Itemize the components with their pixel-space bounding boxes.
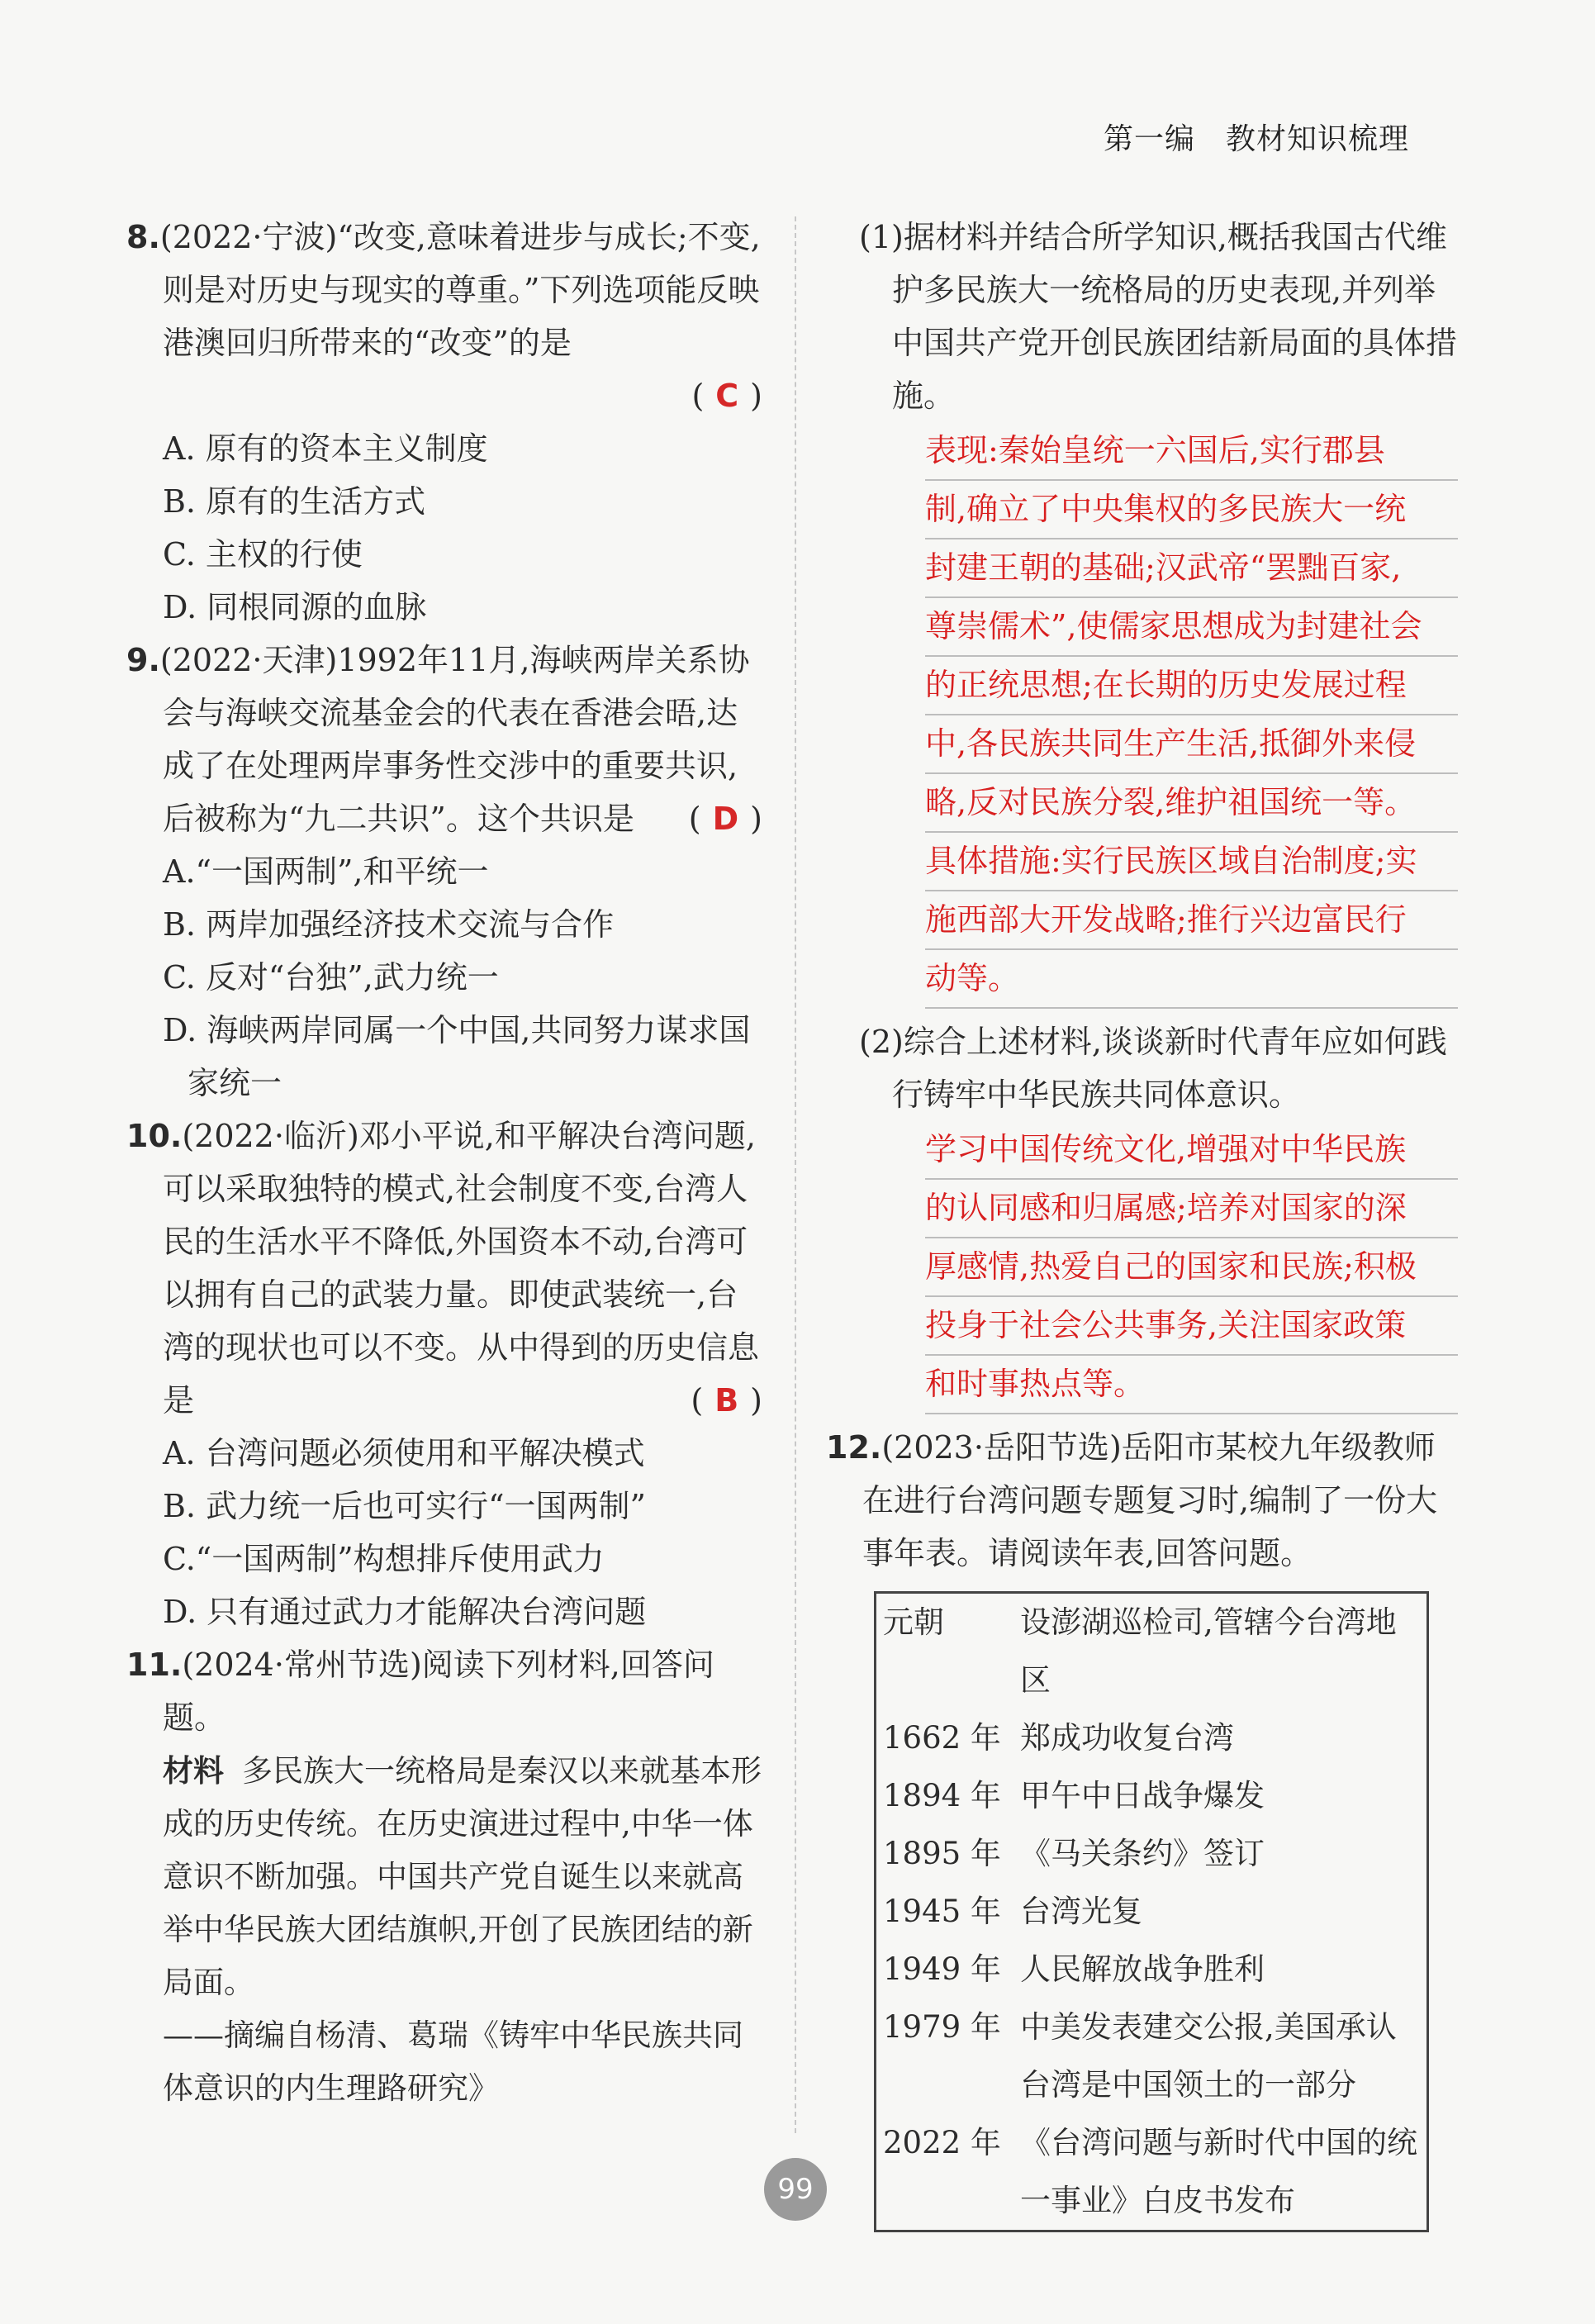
question-text: (2022·临沂)邓小平说,和平解决台湾问题,可以采取独特的模式,社会制度不变,台湾人民的生活水平不降低,外国资本不动,台湾可以拥有自己的武装力量。即使武装统一,台湾的现状也可以不变。从中得到的历史信息是 — [163, 1118, 760, 1419]
question-text: (2022·天津)1992年11月,海峡两岸关系协会与海峡交流基金会的代表在香港会晤,达成了在处理两岸事务性交涉中的重要共识,后被称为“九二共识”。这个共识是 — [159, 642, 750, 837]
table-row — [876, 1883, 1428, 1941]
event-cell: 设澎湖巡检司,管辖今台湾地区 — [1020, 1604, 1397, 1698]
option-a: A. 原有的资本主义制度 — [163, 430, 488, 467]
option-d: D. 只有通过武力才能解决台湾问题 — [163, 1594, 647, 1630]
answer-choice: C — [715, 378, 739, 414]
year-cell: 元朝 — [883, 1604, 944, 1640]
answer-line: 中,各民族共同生产生活,抵御外来侵 — [925, 715, 1458, 774]
question-8 — [126, 211, 762, 634]
option-b: B. 原有的生活方式 — [163, 483, 426, 520]
option-b: B. 两岸加强经济技术交流与合作 — [163, 906, 615, 943]
sub-question-1: (1)据材料并结合所学知识,概括我国古代维护多民族大一统格局的历史表现,并列举中国共产党开创民族团结新局面的具体措施。 — [859, 219, 1458, 414]
question-12 — [826, 1421, 1458, 2232]
question-text: (2024·常州节选)阅读下列材料,回答问题。 — [163, 1647, 714, 1736]
chronology-table — [874, 1591, 1429, 2232]
answer-line: 尊崇儒术”,使儒家思想成为封建社会 — [925, 598, 1458, 657]
question-number: 8. — [126, 219, 160, 255]
year-cell: 1895 年 — [883, 1836, 1001, 1871]
answer-line: 制,确立了中央集权的多民族大一统 — [925, 481, 1458, 539]
answer-line: 厚感情,热爱自己的国家和民族;积极 — [925, 1238, 1458, 1297]
question-text: (2023·岳阳节选)岳阳市某校九年级教师在进行台湾问题专题复习时,编制了一份大事年表。请阅读年表,回答问题。 — [862, 1429, 1438, 1571]
event-cell: 中美发表建交公报,美国承认台湾是中国领土的一部分 — [1020, 2009, 1397, 2103]
material-source: ——摘编自杨清、葛瑞《铸牢中华民族共同体意识的内生理路研究》 — [163, 2017, 743, 2106]
answer-line: 封建王朝的基础;汉武帝“罢黜百家, — [925, 539, 1458, 598]
right-column — [826, 211, 1458, 2232]
question-number: 11. — [126, 1647, 183, 1683]
answer-line: 施西部大开发战略;推行兴边富民行 — [925, 891, 1458, 950]
question-number: 12. — [826, 1429, 882, 1466]
question-9 — [126, 634, 762, 1110]
year-cell: 1949 年 — [883, 1951, 1001, 1987]
answer-line: 动等。 — [925, 950, 1458, 1009]
question-stem — [126, 1638, 762, 1744]
question-number: 9. — [126, 642, 160, 678]
material-passage — [126, 1744, 762, 2009]
handwritten-answer-2 — [925, 1121, 1458, 1414]
year-cell: 2022 年 — [883, 2125, 1001, 2160]
option-d: D. 海峡两岸同属一个中国,共同努力谋求国家统一 — [163, 1012, 751, 1101]
handwritten-answer-1 — [925, 422, 1458, 1009]
answer-choice: B — [714, 1382, 739, 1419]
option-c: C.“一国两制”构想排斥使用武力 — [163, 1541, 605, 1577]
option-a: A.“一国两制”,和平统一 — [163, 853, 489, 890]
event-cell: 台湾光复 — [1020, 1894, 1142, 1929]
year-cell: 1945 年 — [883, 1894, 1001, 1929]
event-cell: 人民解放战争胜利 — [1020, 1951, 1265, 1987]
answer-choice: D — [712, 801, 739, 837]
page-header: 第一编 教材知识梳理 — [1103, 122, 1409, 156]
answer-line: 略,反对民族分裂,维护祖国统一等。 — [925, 774, 1458, 833]
answer-bracket: ( B ) — [691, 1382, 762, 1419]
option-b: B. 武力统一后也可实行“一国两制” — [163, 1488, 646, 1524]
table-row — [876, 1709, 1428, 1767]
question-11 — [126, 1638, 762, 2115]
option-a: A. 台湾问题必须使用和平解决模式 — [163, 1435, 645, 1471]
option-c: C. 反对“台独”,武力统一 — [163, 959, 499, 996]
answer-line: 投身于社会公共事务,关注国家政策 — [925, 1297, 1458, 1356]
question-stem — [826, 1421, 1458, 1580]
option-c: C. 主权的行使 — [163, 536, 363, 573]
event-cell: 《马关条约》签订 — [1020, 1836, 1265, 1871]
year-cell: 1979 年 — [883, 2009, 1001, 2045]
event-cell: 《台湾问题与新时代中国的统一事业》白皮书发布 — [1020, 2125, 1417, 2218]
left-column — [126, 211, 762, 2115]
table-row — [876, 2114, 1428, 2231]
option-d: D. 同根同源的血脉 — [163, 589, 427, 625]
table-row — [876, 1941, 1428, 1998]
material-label: 材料 — [163, 1752, 224, 1789]
column-divider — [795, 216, 796, 2133]
year-cell: 1894 年 — [883, 1778, 1001, 1813]
table-row — [876, 1767, 1428, 1825]
question-text: (2022·宁波)“改变,意味着进步与成长;不变,则是对历史与现实的尊重。”下列选项能反映港澳回归所带来的“改变”的是 — [159, 219, 761, 361]
event-cell: 郑成功收复台湾 — [1020, 1720, 1234, 1756]
answer-line: 和时事热点等。 — [925, 1356, 1458, 1414]
question-10 — [126, 1110, 762, 1638]
table-row — [876, 1825, 1428, 1883]
answer-bracket: ( C ) — [691, 378, 762, 414]
question-number: 10. — [126, 1118, 183, 1154]
page-number: 99 — [764, 2158, 827, 2221]
question-stem — [126, 211, 762, 369]
sub-question-2: (2)综合上述材料,谈谈新时代青年应如何践行铸牢中华民族共同体意识。 — [859, 1024, 1447, 1113]
table-row — [876, 1998, 1428, 2114]
year-cell: 1662 年 — [883, 1720, 1001, 1756]
answer-line: 具体措施:实行民族区域自治制度;实 — [925, 833, 1458, 891]
material-text: 多民族大一统格局是秦汉以来就基本形成的历史传统。在历史演进过程中,中华一体意识不断加强。中国共产党自诞生以来就高举中华民族大团结旗帜,开创了民族团结的新局面。 — [163, 1753, 762, 2000]
answer-bracket: ( D ) — [688, 801, 762, 837]
answer-line: 的认同感和归属感;培养对国家的深 — [925, 1180, 1458, 1238]
answer-line: 表现:秦始皇统一六国后,实行郡县 — [925, 422, 1458, 481]
answer-line: 学习中国传统文化,增强对中华民族 — [925, 1121, 1458, 1180]
event-cell: 甲午中日战争爆发 — [1020, 1778, 1265, 1813]
answer-line: 的正统思想;在长期的历史发展过程 — [925, 657, 1458, 715]
table-row — [876, 1593, 1428, 1710]
